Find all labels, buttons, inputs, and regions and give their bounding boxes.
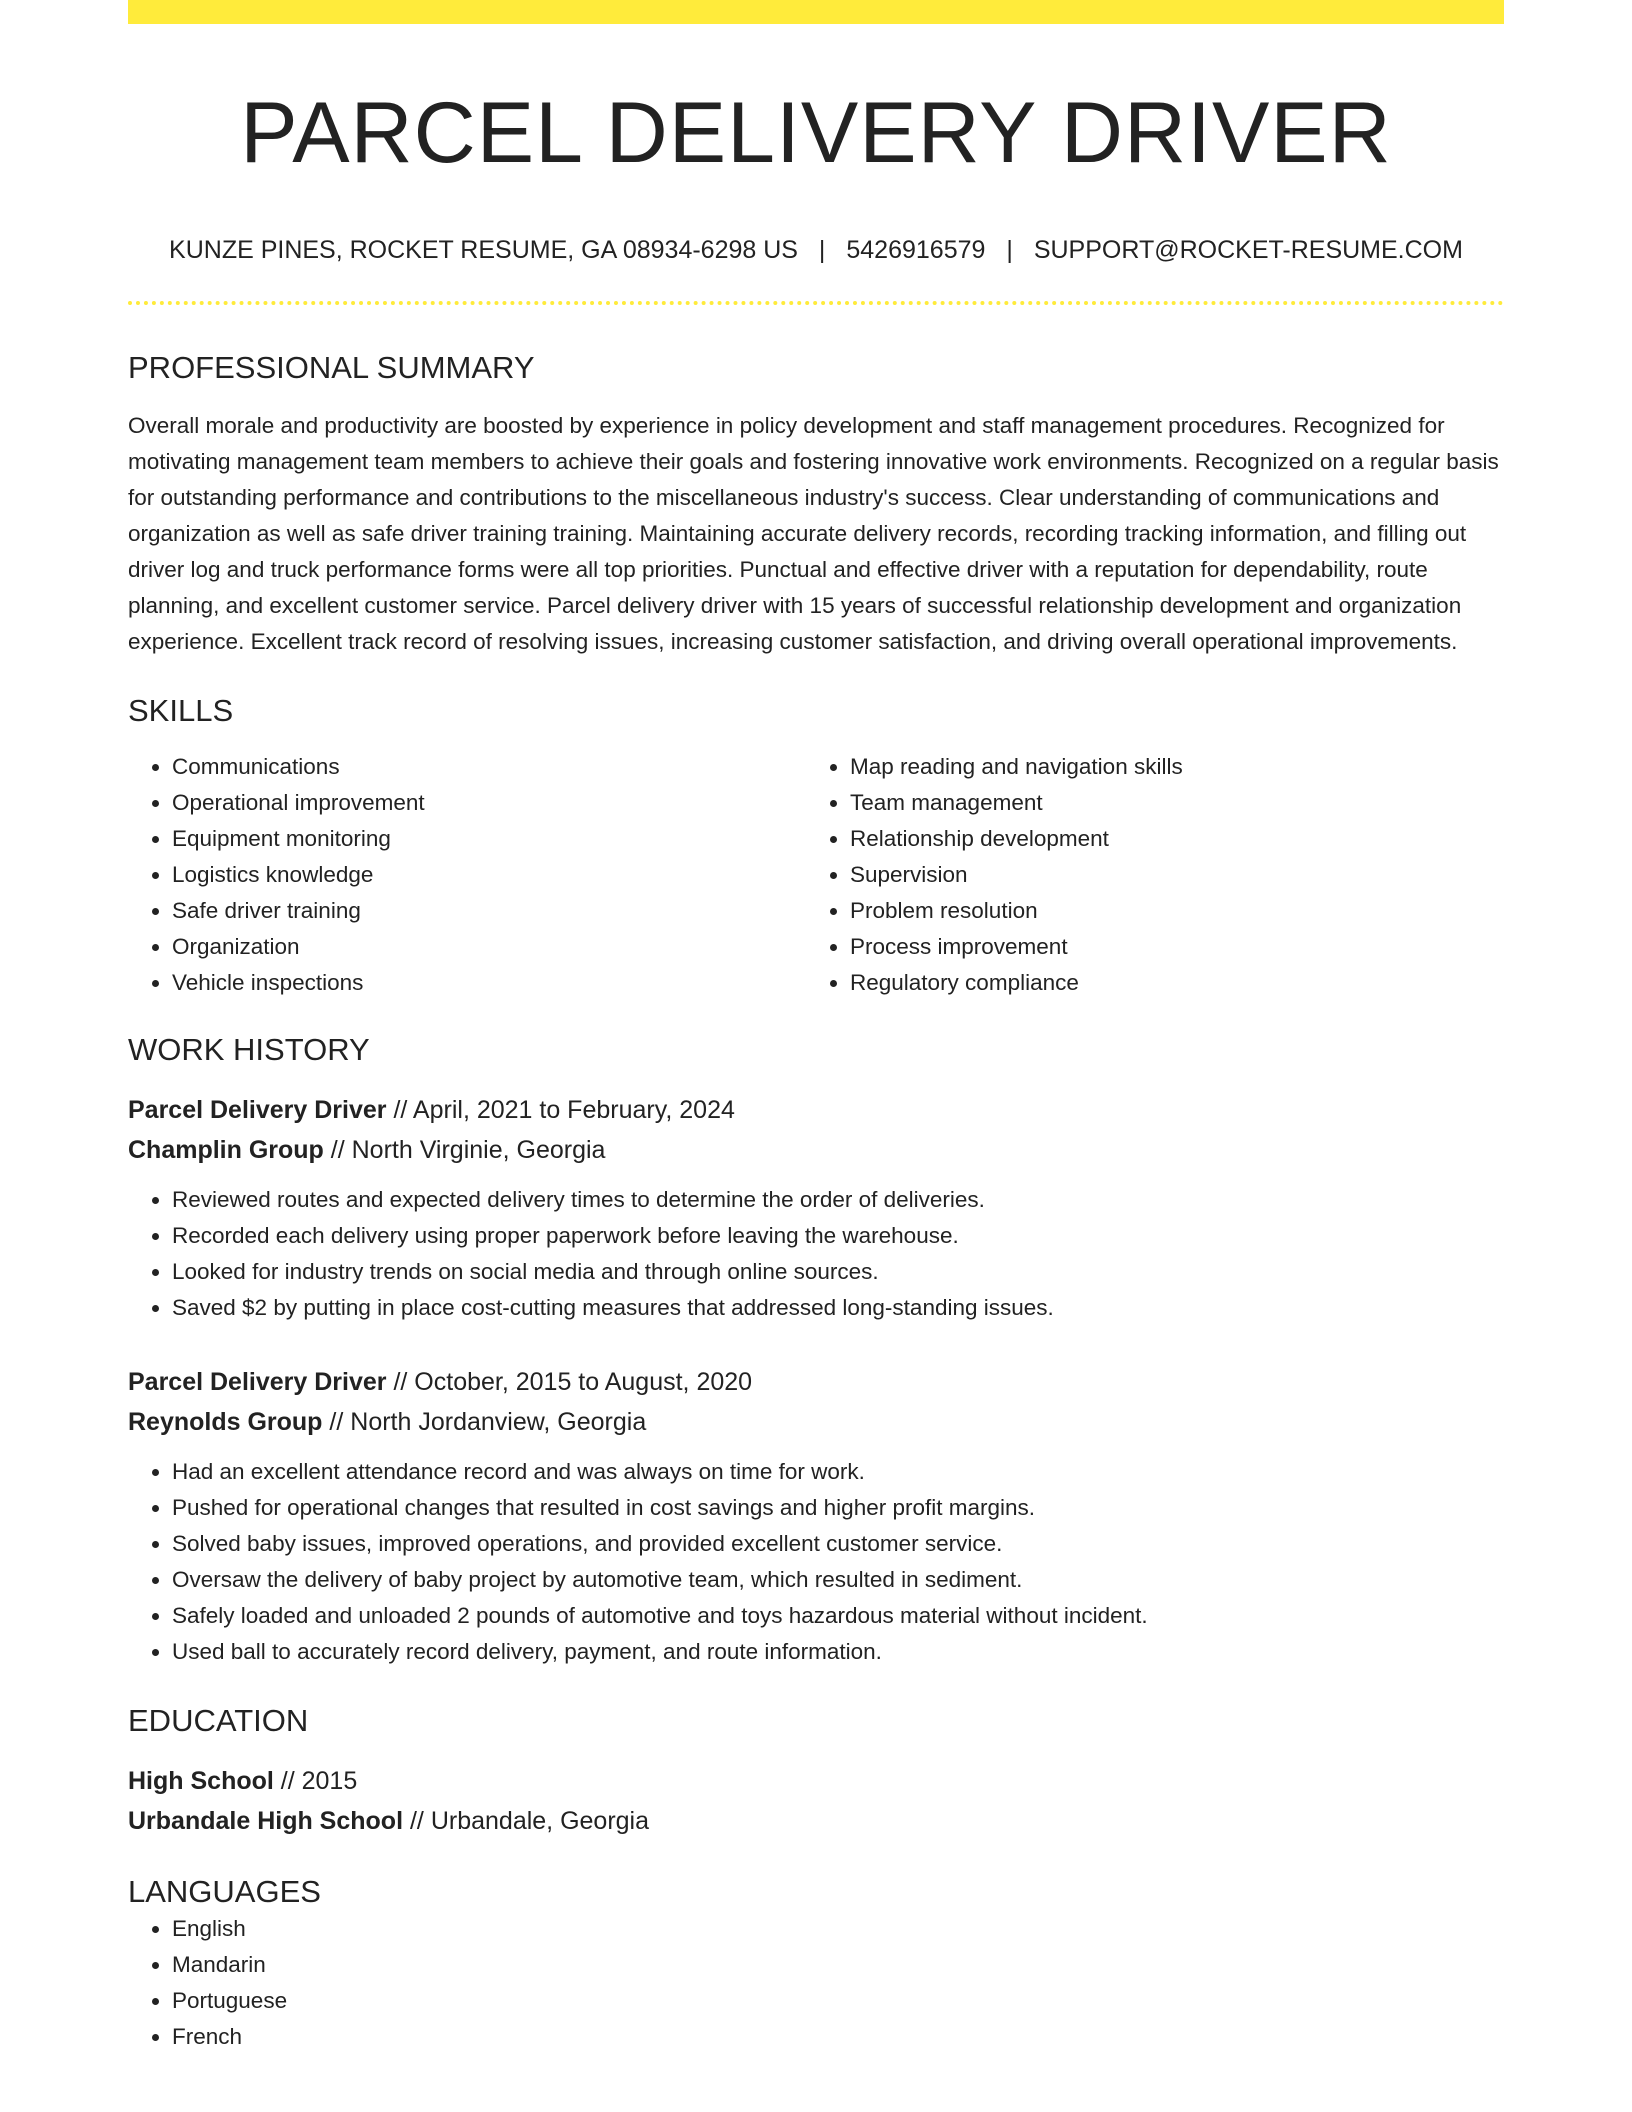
skill-item: • Logistics knowledge <box>172 857 806 893</box>
contact-phone: 5426916579 <box>846 235 986 264</box>
job-bullet: • Used ball to accurately record delivery, payment, and route information. <box>172 1634 1504 1670</box>
skill-item: • Equipment monitoring <box>172 821 806 857</box>
skill-item: • Operational improvement <box>172 785 806 821</box>
skills-list-left <box>128 749 806 1001</box>
top-accent-bar <box>128 0 1504 24</box>
language-item: • English <box>172 1911 1504 1947</box>
education-degree: High School <box>128 1767 274 1796</box>
job-company-line <box>128 1130 1504 1170</box>
summary-section <box>128 349 1504 660</box>
education-school: Urbandale High School <box>128 1807 404 1836</box>
skill-item: • Map reading and navigation skills <box>850 749 1484 785</box>
contact-separator: | <box>818 235 826 264</box>
job-bullet: • Reviewed routes and expected delivery times to determine the order of deliveries. <box>172 1182 1504 1218</box>
job-bullet: • Had an excellent attendance record and was always on time for work. <box>172 1454 1504 1490</box>
job-title: Parcel Delivery Driver <box>128 1368 387 1397</box>
job-company-line <box>128 1402 1504 1442</box>
job-bullet: • Safely loaded and unloaded 2 pounds of automotive and toys hazardous material without incident. <box>172 1598 1504 1634</box>
section-heading-summary: PROFESSIONAL SUMMARY <box>128 349 535 385</box>
education-entry <box>128 1761 1504 1841</box>
education-location: // Urbandale, Georgia <box>409 1807 650 1836</box>
languages-list <box>128 1911 1504 2055</box>
job-entry <box>128 1090 1504 1326</box>
job-bullets <box>128 1182 1504 1326</box>
skills-grid <box>128 749 1504 1001</box>
skill-item: • Relationship development <box>850 821 1484 857</box>
contact-line <box>128 235 1504 265</box>
skill-item: • Communications <box>172 749 806 785</box>
job-company: Reynolds Group <box>128 1408 323 1437</box>
job-bullet: • Pushed for operational changes that resulted in cost savings and higher profit margins. <box>172 1490 1504 1526</box>
job-location: // North Jordanview, Georgia <box>329 1408 647 1437</box>
skill-item: • Vehicle inspections <box>172 965 806 1001</box>
section-heading-education: EDUCATION <box>128 1703 309 1739</box>
job-title-line <box>128 1362 1504 1402</box>
skills-section <box>128 692 1504 1001</box>
languages-section <box>128 1873 1504 2054</box>
skill-item: • Problem resolution <box>850 893 1484 929</box>
job-bullet: • Looked for industry trends on social media and through online sources. <box>172 1254 1504 1290</box>
summary-text: Overall morale and productivity are boosted by experience in policy development and staff management procedures. Recognized for motivating management team members to achieve their goals and fostering innovative work environments. Recognized on a regular basis for outstanding performance and contributions to the miscellaneous industry's success. Clear understanding of communications and organization as well as safe driver training training. Maintaining accurate delivery records, recording tracking information, and filling out driver log and truck performance forms were all top priorities. Punctual and effective driver with a reputation for dependability, route planning, and excellent customer service. Parcel delivery driver with 15 years of successful relationship development and organization experience. Excellent track record of resolving issues, increasing customer satisfaction, and driving overall operational improvements. <box>128 412 1499 654</box>
skills-list-right <box>806 749 1484 1001</box>
education-school-line <box>128 1801 1504 1841</box>
resume-title: PARCEL DELIVERY DRIVER <box>240 85 1392 181</box>
contact-separator: | <box>1006 235 1013 264</box>
section-heading-languages: LANGUAGES <box>128 1874 321 1910</box>
job-bullets <box>128 1454 1504 1670</box>
contact-email: SUPPORT@ROCKET-RESUME.COM <box>1033 235 1463 264</box>
contact-address: KUNZE PINES, ROCKET RESUME, GA 08934-6298 US <box>169 235 798 264</box>
skill-item: • Regulatory compliance <box>850 965 1484 1001</box>
language-item: • French <box>172 2019 1504 2055</box>
job-bullet: • Solved baby issues, improved operations, and provided excellent customer service. <box>172 1526 1504 1562</box>
skill-item: • Safe driver training <box>172 893 806 929</box>
language-item: • Mandarin <box>172 1947 1504 1983</box>
education-section <box>128 1702 1504 1841</box>
job-dates: // April, 2021 to February, 2024 <box>393 1096 735 1125</box>
skill-item: • Process improvement <box>850 929 1484 965</box>
section-heading-skills: SKILLS <box>128 692 234 728</box>
job-entry <box>128 1362 1504 1670</box>
skills-column-right <box>806 749 1484 1001</box>
job-bullet: • Saved $2 by putting in place cost-cutting measures that addressed long-standing issues. <box>172 1290 1504 1326</box>
skill-item: • Organization <box>172 929 806 965</box>
section-heading-work: WORK HISTORY <box>128 1031 370 1067</box>
education-degree-line <box>128 1761 1504 1801</box>
header-divider <box>128 301 1504 305</box>
skill-item: • Supervision <box>850 857 1484 893</box>
work-history-section <box>128 1031 1504 1670</box>
job-company: Champlin Group <box>128 1136 324 1165</box>
skill-item: • Team management <box>850 785 1484 821</box>
job-title-line <box>128 1090 1504 1130</box>
job-title: Parcel Delivery Driver <box>128 1096 387 1125</box>
language-item: • Portuguese <box>172 1983 1504 2019</box>
job-dates: // October, 2015 to August, 2020 <box>393 1368 753 1397</box>
job-bullet: • Oversaw the delivery of baby project by automotive team, which resulted in sediment. <box>172 1562 1504 1598</box>
resume-page <box>128 0 1504 2055</box>
skills-column-left <box>128 749 806 1001</box>
job-bullet: • Recorded each delivery using proper paperwork before leaving the warehouse. <box>172 1218 1504 1254</box>
education-year: // 2015 <box>280 1767 358 1796</box>
job-location: // North Virginie, Georgia <box>330 1136 606 1165</box>
